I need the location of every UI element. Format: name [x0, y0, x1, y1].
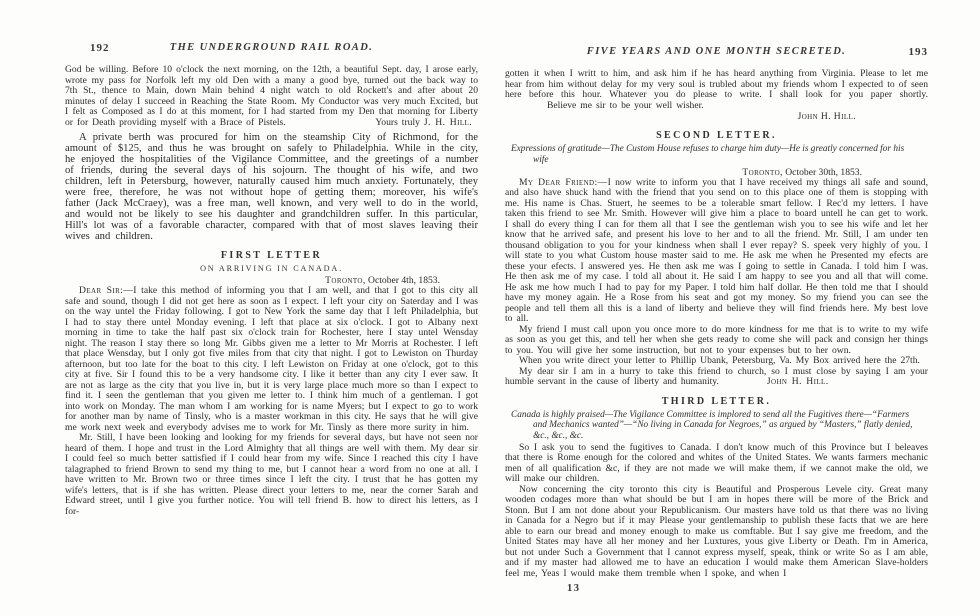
third-letter-heading: THIRD LETTER. — [661, 395, 772, 407]
first-letter-paragraph: Mr. Still, I have been looking and looking for my friends for several days, but have not seen nor heard of them. I hope and trust in the Lord Almighty that all things are well with them. My dear sir I could feel so much better sattisfied if I could hear from my wife. Since I reached this city I have talagraphed to friend Brown to send my thing to me, but I cannot hear a word from no one at all. I have written to Mr. Brown two or three times since I left the city. I trust that he has gotten my wife's letters, that is if she has written. Please direct your letters to me, near the corner Sarah and Edward street, until I give you further notice. You will tell friend B. how to direct his letters, as I for- — [65, 432, 478, 517]
signature-name: John H. Hill. — [766, 376, 829, 388]
second-letter-paragraph: My friend I must call upon you once more to do more kindness for me that is to write to my wife as soon as you get this, and tell her when she gets ready to come she will pack and consign her things to you. You will give her some instruction, but not to your expenses but to her own. — [505, 323, 928, 356]
page-right — [490, 0, 980, 616]
printer-signature-mark: 13 — [567, 583, 581, 595]
third-letter-paragraph: So I ask you to send the fugitives to Canada. I don't know much of this Province but I beleaves that there is Rome enough for the colored and whites of the United States. We wants farmers mechanic men of all qualification &c, if they are not made we will make them, if we cannot make the old, we will make our children. — [505, 441, 928, 485]
narrative-paragraph: A private berth was procured for him on the steamship City of Richmond, for the amount of $125, and thus he was brought on safely to Philadelphia. While in the city, he enjoyed the hospitalities of the Vigilance Committee, and the greetings of a number of friends, during the several days of his sojourn. The thought of his wife, and two children, left in Petersburg, however, naturally caused him much anxiety. Fortunately, they were free, therefore, he was not without hope of getting them; moreover, his wife's father (Jack McCraey), was a free man, well known, and very well to do in the world, and would not be likely to see his daughter and grandchildren suffer. In this particular, Hill's lot was of a favorable character, compared with that of most slaves leaving their wives and children. — [65, 132, 478, 242]
signature-name: John H. Hill. — [797, 111, 856, 122]
second-letter-paragraph — [505, 367, 928, 388]
salutation: My Dear Friend:— — [519, 176, 608, 188]
paragraph-text: I now write to inform you that I have received my things all safe and sound, and also have shuck hand with the friend that you send on to this place one of them is stopping with me. His name is Chas. Stuert, he seemes to be a tolerable smart fellow. I Rec'd my letters. I have taken this friend to see Mr. Smith. However will give him a place to board untell he can get to work. I shall do every thing I can for them all that I see the gentleman wish you to see his wife and let her know that he arrived safe, and present his love to her and to all the friend. Mr. Still, I am under ten thousand obligation to you for your kindness when shall I ever repay? S. speek very highly of you. I will state to you what Custom house master said to me. He ask me when he Presented my efects are these your efects. I answered yes. He then ask me was I going to settle in Canada. I told him I was. He then ask me of my case. I told all about it. He said I am happy to see you and all that will come. He ask me how much I had to pay for my Paper. I told him half dollar. He then told me that I should have my money again. He a Rose from his seat and got my money. So my friend you can see the people and tell them all this is a land of liberty and believe they will find friends here. My best love to all. — [505, 176, 928, 325]
paragraph-text: I take this method of informing you that I am well, and that I got to this city all safe and sound, though I did not get here as soon as I expect. I left your city on Saterday and I was on the way untel the Friday following. I got to New York the same day that I left Philadelphia, but I had to stay there untel Monday evening. I left that place at six o'clock. I got to Albany next morning in time to take the half past six o'clock train for Rochester, here I stay untel Wensday night. The reason I stay there so long Mr. Gibbs given me a letter to Mr Morris at Rochester. I left that place Wensday, but I only got five miles from that city that night. I got to Lewiston on Thurday afternoon, but too late for the boat to this city. I left Lewiston on Friday at one o'clock, got to this city at five. Sir I found this to be a very handsome city. I like it better than any city I ever saw. It are not as large as the city that you live in, but it is very large place much more so than I expect to find it. I seen the gentleman that you given me letter to. I think him much of a gentleman. I got into work on Monday. The man whom I am working for is name Myers; but I expect to go to work for another man by name of Tinsly, who is a master workman in this city. He says that he will give me work next week and everybody advises me to work for Mr. Tinsly as there more surity in him. — [65, 285, 478, 433]
letter-continuation-paragraph — [65, 65, 478, 128]
letter-closing: Believe me sir to be your well wisher. — [547, 99, 704, 111]
first-letter-heading: FIRST LETTER — [220, 250, 323, 261]
letter-continuation-paragraph — [505, 69, 928, 111]
paragraph-text: My dear sir I am in a hurry to take this friend to church, so I must close by saying I am your humble servant in the cause of liberty and humanity. — [505, 365, 928, 388]
page-header-left — [65, 42, 478, 56]
running-head-right: FIVE YEARS AND ONE MONTH SECRETED. — [586, 46, 847, 57]
letter-signature-line — [505, 111, 928, 122]
page-number-right: 193 — [908, 46, 928, 58]
first-letter-paragraph — [65, 286, 478, 433]
paragraph-text: God be willing. Before 10 o'clock the next morning, on the 12th, a beautiful Sept. day, I arose early, wrote my pass for Norfolk left my old Den with a many a good bye, turned out the back way to 7th St., thence to Main, down Main behind 4 night watch to old Rockett's and after about 20 minutes of delay I succeed in Reaching the State Room. My Conductor was very much Excited, but I felt as Composed as I do at this moment, for I had started from my Den that morning for Liberty or for Death providing myself with a Brace of Pistels. — [65, 64, 478, 128]
first-letter-subheading: ON ARRIVING IN CANADA. — [200, 264, 343, 273]
page-header-right — [505, 46, 928, 60]
third-letter-subtitle: Canada is highly praised—The Vigilance Committee is implored to send all the Fugitives there—“Farmers and Mechanics wanted”—“No living in Canada for Negroes,” as argued by “Masters,” flatly denied, &c., &c., &c. — [511, 409, 913, 442]
paragraph-text: gotten it when I writt to him, and ask him if he has heard anything from Virginia. Please to let me hear from him without delay for my very soul is trubled about my friends whom I expected to of seen here before this hour. Whatever you do please to write. I shall look for you paper shortly. — [505, 68, 928, 100]
third-letter-paragraph: Now concerning the city toronto this city is Beautiful and Prosperous Levele city. Great many wooden codages more than what should be but I am in hopes there will be more of the Brick and Stonn. But I am not done about your Republicanism. Our masters have told us that there was no living in Canada for a Negro but if it may Please your gentlemanship to publish these facts that we are here able to earn our bread and money enough to make us comftable. But I say give me freedom, and the United States may have all her money and her Luxtures, yous give Liberty or Death. I'm in America, but not under Such a Government that I cannot express myself, speak, think or write So as I am able, and if my master had allowed me to have an education I would make them American Slave-holders feel me, Yeas I would make them tremble when I spoke, and when I — [505, 483, 928, 579]
dateline-place: Toronto, — [325, 275, 366, 286]
signature-prefix: Yours truly — [375, 116, 424, 128]
second-letter-paragraph — [505, 178, 928, 325]
running-head-left: THE UNDERGROUND RAIL ROAD. — [169, 42, 374, 53]
dateline-date: October 4th, 1853. — [365, 275, 440, 286]
salutation: Dear Sir:— — [79, 285, 134, 296]
letter-signature — [375, 118, 472, 129]
second-letter-paragraph: When you write direct your letter to Phillip Ubank, Petersburg, Va. My Box arrived here the 27th. — [519, 355, 920, 367]
dateline-date: October 30th, 1853. — [782, 166, 862, 178]
second-letter-subtitle: Expressions of gratitude—The Custom House refuses to charge him duty—He is greatly concerned for his wife — [511, 144, 905, 165]
second-letter-heading: SECOND LETTER. — [656, 130, 777, 141]
signature-name: J. H. Hill. — [423, 116, 472, 128]
page-number-left: 192 — [90, 42, 110, 54]
dateline-place: Toronto, — [742, 166, 783, 178]
